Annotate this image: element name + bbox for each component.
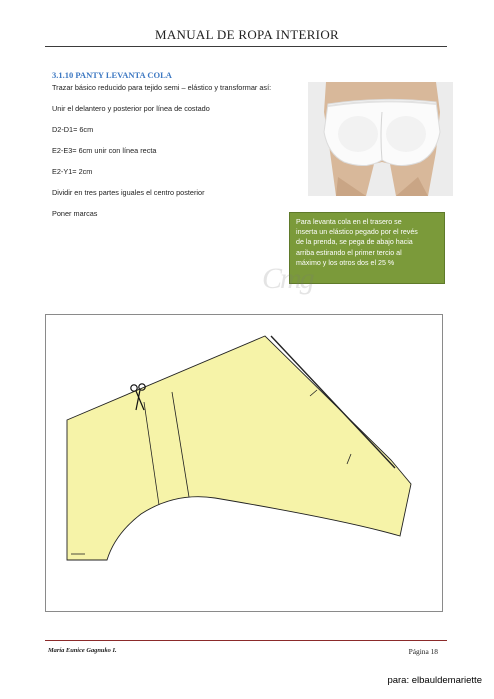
footer-divider (45, 640, 447, 641)
callout-line: Para levanta cola en el trasero se (296, 218, 402, 226)
author-signature: María Eunice Gagnuko I. (48, 647, 117, 654)
callout-line: inserta un elástico pegado por el revés (296, 228, 418, 237)
section-title: 3.1.10 PANTY LEVANTA COLA (52, 70, 172, 80)
panty-photo-icon (308, 82, 453, 196)
callout-line: máximo y los otros dos el 25 % (296, 258, 395, 267)
step-text: E2-Y1= 2cm (52, 167, 93, 176)
intro-text: Trazar básico reducido para tejido semi – elástico y transformar así: (52, 83, 272, 92)
page-title: MANUAL DE ROPA INTERIOR (155, 27, 339, 42)
callout-line: de la prenda, se pega de abajo hacia (296, 238, 413, 247)
watermark-logo: Cmg (262, 262, 313, 295)
pattern-diagram (45, 314, 443, 612)
page-number: Página 18 (408, 647, 438, 656)
header-divider (45, 46, 447, 47)
panty-photo (308, 82, 453, 196)
credit-text: para: elbauldemariette (387, 675, 482, 686)
step-text: Unir el delantero y posterior por línea de costado (52, 104, 210, 113)
step-text: D2-D1= 6cm (52, 125, 94, 134)
step-text: E2-E3= 6cm unir con línea recta (52, 146, 157, 155)
step-text: Poner marcas (52, 209, 98, 218)
callout-line: arriba estirando el primer tercio al (296, 248, 402, 257)
pattern-piece (67, 336, 411, 560)
step-text: Dividir en tres partes iguales el centro posterior (52, 188, 205, 197)
